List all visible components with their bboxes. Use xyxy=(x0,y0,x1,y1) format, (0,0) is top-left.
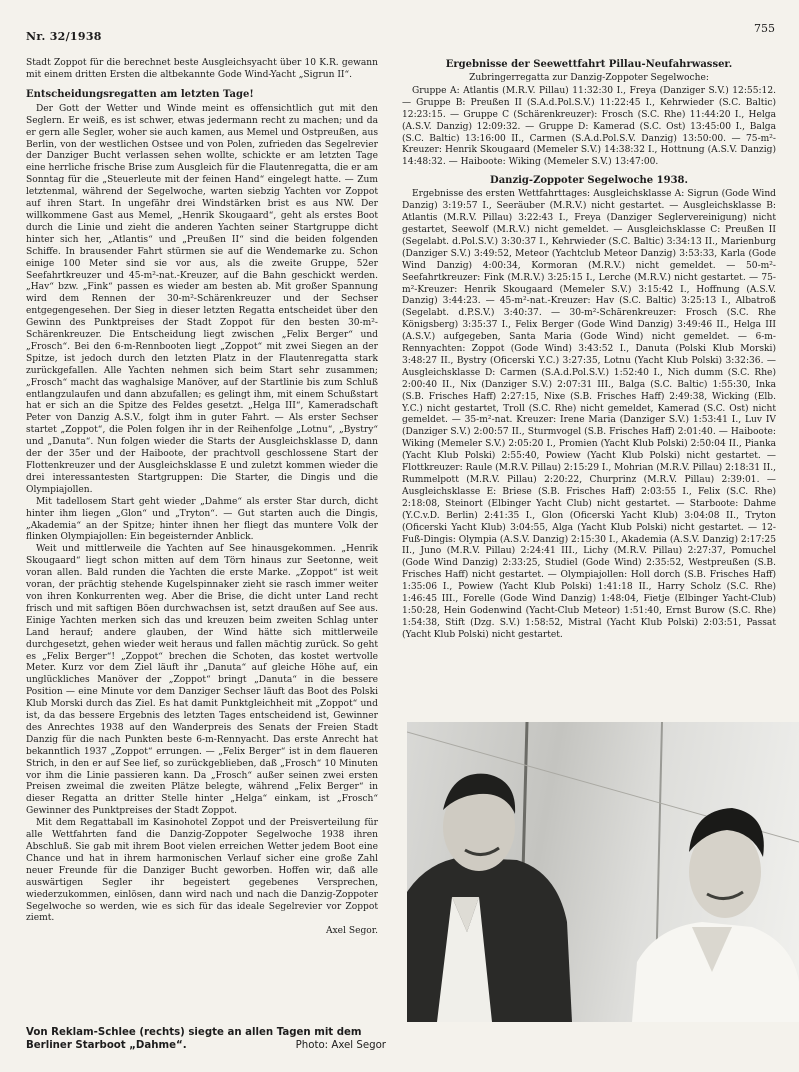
results-heading: Danzig-Zoppoter Segelwoche 1938. xyxy=(490,175,688,187)
sailors-photo xyxy=(407,722,799,1022)
intro-paragraph: Stadt Zoppot für die berechnet beste Ausgleichsyacht über 10 K.R. gewann mit einem dritten Ersten die altbekannte Gode Wind-Yacht „Sigrun II“. xyxy=(26,58,378,80)
photo-credit: Photo: Axel Segor xyxy=(295,1040,386,1051)
author-signature: Axel Segor. xyxy=(325,926,378,937)
article-paragraph: Mit dem Regattaball im Kasinohotel Zoppot und der Preisverteilung für alle Wettfahrten fand die Danzig-Zoppoter Segelwoche 1938 ihren Abschluß. Sie gab mit ihrem Boot vielen erreichen Wetter jedem Boot eine Chance und hat in ihrem harmonischen Verlauf sicher eine große Zahl neuer Freunde für die Danziger Bucht geworben. Hoffen wir, daß alle auswärtigen Segler ihr begeistert gegebenes Versprechen, wiederzukommen, einlösen, dann wird nach und nach die Danzig-Zoppoter Segelwoche so werden, wie es sich für das ideale Segelrevier vor Zoppot ziemt. xyxy=(26,818,378,924)
right-column xyxy=(402,58,776,698)
left-column xyxy=(26,58,378,996)
results-subheading: Zubringerregatta zur Danzig-Zoppoter Segelwoche: xyxy=(469,73,709,83)
page-number: 755 xyxy=(754,22,775,35)
results-paragraph: Gruppe A: Atlantis (M.R.V. Pillau) 11:32:30 I., Freya (Danziger S.V.) 12:55:12. — Gruppe B: Preußen II (S.A.d.Pol.S.V.) 11:22:45 I., Kehrwieder (S.C. Baltic) 12:23:15. — Gruppe C (Schärenkreuzer): Frosch (S.C. Rhe) 11:44:20 I., Helga (A.S.V. Danzig) 12:09:32. — Gruppe D: Kamerad (S.C. Ost) 13:45:00 I., Balga (S.C. Baltic) 13:16:00 II., Carmen (S.A.d.Pol.S.V. Danzig) 13:50:00. — 75-m²-Kreuzer: Henrik Skougaard (Memeler S.V.) 14:38:32 I., Hottnung (A.S.V. Danzig) 14:48:32. — Haiboote: Wiking (Memeler S.V.) 13:47:00. xyxy=(402,85,776,168)
article-paragraph: Weit und mittlerweile die Yachten auf See hinausgekommen. „Henrik Skougaard“ liegt schon mitten auf dem Törn hinaus zur Seetonne, weit voran allen. Bald runden die Yachten die erste Marke. „Zoppot“ ist weit voran, der prächtig stehende Kugelspinnaker zieht sie rasch immer weiter von ihren Konkurrenten weg. Aber die Brise, die dicht unter Land recht frisch und mit saftigen Böen durchwachsen ist, setzt draußen auf See aus. Einige Yachten merken sich das und kreuzen beim zweiten Schlag unter Land herauf; andere glauben, der Wind hätte sich mittlerweile durchgesetzt, gehen wieder weit heraus und fallen mächtig zurück. So geht es „Felix Berger“! „Zoppot“ brechen die Schoten, das kostet wertvolle Meter. Kurz vor dem Ziel läuft ihr „Danuta“ auf gleiche Höhe auf, ein unglückliches Manöver der „Zoppot“ bringt „Danuta“ in die bessere Position — eine Minute vor dem Danziger Sechser läuft das Boot des Polski Klub Morski durch das Ziel. Es hat damit Punktgleichheit mit „Zoppot“ und ist, da das bessere Ergebnis des letzten Tages entscheidend ist, Gewinner des Anrechtes 1938 auf den Wanderpreis des Senats der Freien Stadt Danzig für die nach Punkten beste 6-m-Rennyacht. Das erste Anrecht hat bekanntlich 1937 „Zoppot“ errungen. — „Felix Berger“ ist in dem flaueren Strich, in den er auf See lief, so zurückgeblieben, daß „Frosch“ 10 Minuten vor ihm die Linie passieren kann. Da „Frosch“ außer seinen zwei ersten Preisen zweimal die zweiten Plätze belegte, während „Felix Berger“ in dieser Regatta an dritter Stelle hinter „Helga“ einkam, ist „Frosch“ Gewinner des Punktpreises der Stadt Zoppot. xyxy=(26,544,378,817)
sailors-photo-illustration xyxy=(407,722,799,1022)
section-heading: Entscheidungsregatten am letzten Tage! xyxy=(26,88,254,100)
results-heading: Ergebnisse der Seewettfahrt Pillau-Neufahrwasser. xyxy=(445,59,733,70)
issue-number: Nr. 32/1938 xyxy=(26,30,102,43)
photo-caption xyxy=(26,1026,386,1052)
article-paragraph: Mit tadellosem Start geht wieder „Dahme“ als erster Star durch, dicht hinter ihm liegen „Glon“ und „Tryton“. — Gut starten auch die Dingis, „Akademia“ an der Spitze; hinter ihnen her fliegt das muntere Volk der flinken Olympiajollen: Ein begeisternder Anblick. xyxy=(26,496,378,543)
caption-text: Von Reklam-Schlee (rechts) siegte an allen Tagen mit dem Berliner Starboot „Dahme“. xyxy=(26,1027,362,1051)
results-paragraph: Ergebnisse des ersten Wettfahrttages: Ausgleichsklasse A: Sigrun (Gode Wind Danzig) 3:19:57 I., Seeräuber (M.R.V.) nicht gestartet. — Ausgleichsklasse B: Atlantis (M.R.V. Pillau) 3:22:43 I., Freya (Danziger Seglervereinigung) nicht gestartet, Seewolf (M.R.V.) nicht gemeldet. — Ausgleichsklasse C: Preußen II (Segelabt. d.Pol.S.V.) 3:30:37 I., Kehrwieder (S.C. Baltic) 3:34:13 II., Marienburg (Danziger S.V.) 3:49:52, Meteor (Yachtclub Meteor Danzig) 3:53:33, Karla (Gode Wind Danzig) 4:00:34, Kormoran (M.R.V.) nicht gemeldet. — 50-m²-Seefahrtkreuzer: Fink (M.R.V.) 3:25:15 I., Lerche (M.R.V.) nicht gestartet. — 75-m²-Kreuzer: Henrik Skougaard (Memeler S.V.) 3:15:42 I., Hoffnung (A.S.V. Danzig) 3:44:23. — 45-m²-nat.-Kreuzer: Hav (S.C. Baltic) 3:25:13 I., Albatroß (Segelabt. d.P.S.V.) 3:40:37. — 30-m²-Schärenkreuzer: Frosch (S.C. Rhe Königsberg) 3:35:37 I., Felix Berger (Gode Wind Danzig) 3:49:46 II., Helga III (A.S.V.) aufgegeben, Santa Maria (Gode Wind) nicht gemeldet. — 6-m-Rennyachten: Zoppot (Gode Wind) 3:43:52 I., Danuta (Polski Klub Morski) 3:48:27 II., Bystry (Oficerski Y.C.) 3:27:35, Lotnu (Yacht Klub Polski) 3:32:36. — Ausgleichsklasse D: Carmen (S.A.d.Pol.S.V.) 1:52:40 I., Nich dumm (S.C. Rhe) 2:00:40 II., Nix (Danziger S.V.) 2:07:31 III., Balga (S.C. Baltic) 1:55:30, Inka (S.B. Frisches Haff) 2:27:15, Nixe (S.B. Frisches Haff) 2:49:38, Wicking (Elb. Y.C.) nicht gestartet, Troll (S.C. Rhe) nicht gemeldet, Kamerad (S.C. Ost) nicht gemeldet. — 35-m²-nat. Kreuzer: Irene Maria (Danziger S.V.) 1:53:41 I., Luv IV (Danziger S.V.) 2:00:57 II., Sturmvogel (S.B. Frisches Haff) 2:01:40. — Haiboote: Wiking (Memeler S.V.) 2:05:20 I., Promien (Yacht Klub Polski) 2:50:04 II., Pianka (Yacht Klub Polski) 2:55:40, Powiew (Yacht Klub Polski) nicht gestartet. — Flottkreuzer: Raule (M.R.V. Pillau) 2:15:29 I., Mohrian (M.R.V. Pillau) 2:18:31 II., Rummelpott (M.R.V. Pillau) 2:20:22, Churprinz (M.R.V. Pillau) 2:39:01. — Ausgleichsklasse E: Briese (S.B. Frisches Haff) 2:03:55 I., Felix (S.C. Rhe) 2:18:08, Steinort (Elbinger Yacht Club) nicht gestartet. — Starboote: Dahme (Y.C.v.D. Berlin) 2:41:35 I., Glon (Oficerski Yacht Klub) 3:04:08 II., Tryton (Oficerski Yacht Klub) 3:04:55, Alga (Yacht Klub Polski) nicht gestartet. — 12-Fuß-Dingis: Olympia (A.S.V. Danzig) 2:15:30 I., Akademia (A.S.V. Danzig) 2:17:25 II., Juno (M.R.V. Pillau) 2:24:41 III., Lichy (M.R.V. Pillau) 2:27:37, Pomuchel (Gode Wind Danzig) 2:33:25, Studiel (Gode Wind) 2:35:52, Westpreußen (S.B. Frisches Haff) nicht gestartet. — Olympiajollen: Holl dorch (S.B. Frisches Haff) 1:35:06 I., Powiew (Yacht Klub Polski) 1:41:18 II., Harry Scholz (S.C. Rhe) 1:46:45 III., Forelle (Gode Wind Danzig) 1:48:04, Fietje (Elbinger Yacht-Club) 1:50:28, Hein Godenwind (Yacht-Club Meteor) 1:51:40, Ernst Burow (S.C. Rhe) 1:54:38, Stift (Dzg. S.V.) 1:58:52, Mistral (Yacht Klub Polski) 2:03:51, Passat (Yacht Klub Polski) nicht gestartet. xyxy=(402,189,776,640)
article-paragraph: Der Gott der Wetter und Winde meint es offensichtlich gut mit den Seglern. Er weiß, es ist schwer, etwas jedermann recht zu machen; und da er gern alle Segler, woher sie auch kamen, aus Memel und Ostpreußen, aus Berlin, von der westlichen Ostsee und von Polen, zufrieden das Segelrevier der Danziger Bucht verlassen sehen wollte, schickte er am letzten Tage eine herrliche frische Brise zum Ausgleich für die Flautenregatta, die er am Sonntag für die „Steuerleute mit der feinen Hand“ eingelegt hatte. — Zum letztenmal, während der Segelwoche, warten siebzig Yachten vor Zoppot auf ihren Start. In ungefähr drei Windstärken brist es aus NW. Der willkommene Gast aus Memel, „Henrik Skougaard“, geht als erstes Boot durch die Linie und zieht die anderen Yachten seiner Startgruppe dicht hinter sich her, „Atlantis“ und „Preußen II“ sind die beiden folgenden Schiffe. In brausender Fahrt stürmen sie auf die Wendemarke zu. Schon einige 100 Meter sind sie vor aus, als die zweite Gruppe, 52er Seefahrtkreuzer und 45-m²-nat.-Kreuzer, auf die Bahn geschickt werden. „Hav“ bzw. „Fink“ passen es wieder am besten ab. Mit großer Spannung wird dem Rennen der 30-m²-Schärenkreuzer und der Sechser entgegengesehen. Der Sieg in dieser letzten Regatta entscheidet über den Gewinn des Punktpreises der Stadt Zoppot für den besten 30-m²-Schärenkreuzer. Die Entscheidung liegt zwischen „Felix Berger“ und „Frosch“. Bei den 6-m-Rennbooten liegt „Zoppot“ mit zwei Siegen an der Spitze, ist jedoch durch den letzten Platz in der Flautenregatta stark zurückgefallen. Alle Yachten nehmen sich beim Start sehr zusammen; „Frosch“ macht das waghalsige Manöver, auf der Startlinie bis zum Schluß entlangzulaufen und dann abzufallen; es gelingt ihm, mit einem Schußstart hat er sich an die Spitze des Feldes gesetzt. „Helga III“, Kameradschaft Peter von Danzig A.S.V., folgt ihm in guter Fahrt. — Als erster Sechser startet „Zoppot“, die Polen folgen ihr in der Reihenfolge „Lotnu“, „Bystry“ und „Danuta“. Nun folgen wieder die Starts der Ausgleichsklasse D, dann der der 35er und der Haiboote, der prachtvoll geschlossene Start der Flottenkreuzer und der Ausgleichsklasse E und zuletzt kommen wieder die drei interessantesten Startgruppen: Die Starter, die Dingis und die Olympiajollen. xyxy=(26,103,378,495)
